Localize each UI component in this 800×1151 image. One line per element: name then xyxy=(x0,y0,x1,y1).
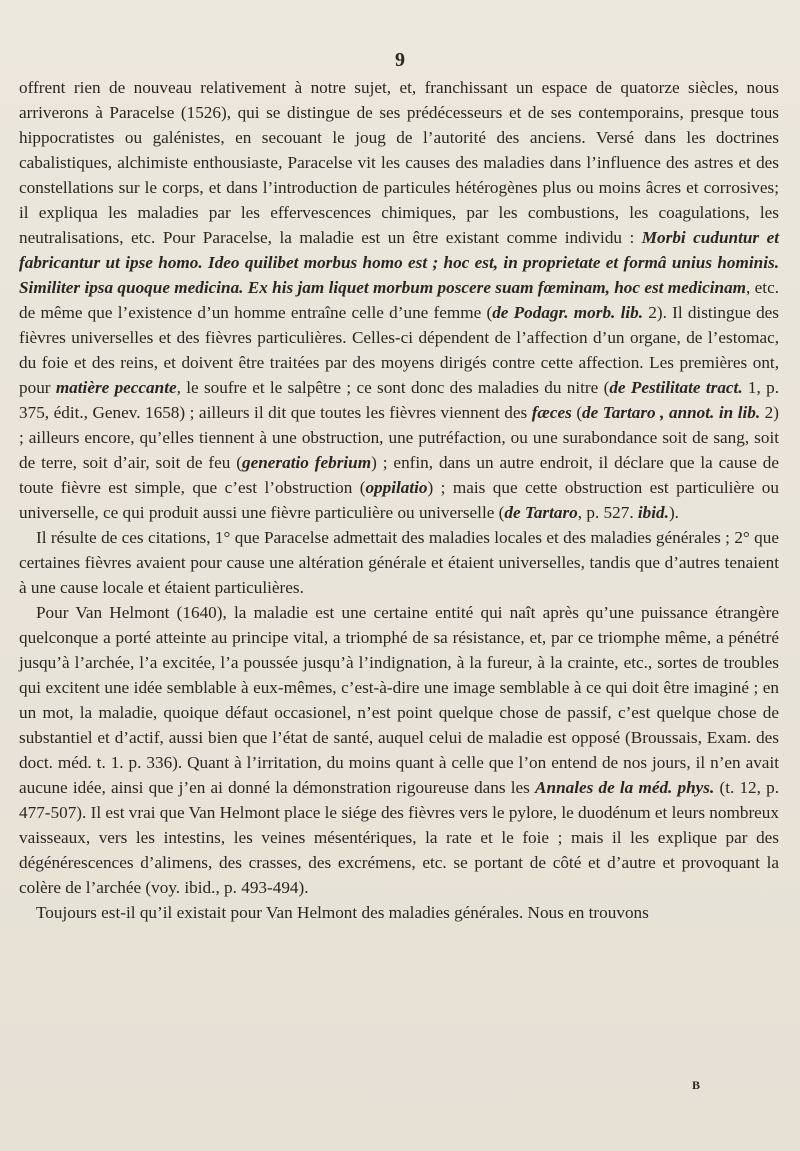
italic-citation: matière peccante xyxy=(55,378,177,397)
italic-citation: ibid. xyxy=(637,503,669,522)
italic-citation: Morbi cuduntur et fabricantur ut ipse homo. Ideo quilibet morbus homo est ; hoc est, in proprietate et formâ unius hominis. Similiter ipsa quoque medicina. Ex his jam liquet morbum poscere suam fœminam, hoc est medicinam xyxy=(19,228,779,297)
text-run: (t. 12, p. 477-507). Il est vrai que Van Helmont place le siége des fièvres vers le pylore, le duodénum et leurs nombreux vaisseaux, vers les intestins, les veines mésentériques, la rate et le foie ; mais il les explique par des dégénérescences d’alimens, des crasses, des excrémens, etc. se portant de côté et d’autre et provoquant la colère de l’archée (voy. ibid., p. 493-494). xyxy=(19,778,780,897)
italic-citation: Annales de la méd. phys. xyxy=(535,778,715,797)
italic-citation: fæces xyxy=(531,403,572,422)
text-run: , le soufre et le salpêtre ; ce sont donc des maladies du nitre ( xyxy=(176,378,610,397)
paragraph-van-helmont xyxy=(19,600,779,900)
text-run: 1, p. 375, édit., Genev. 1658) ; ailleurs il dit que toutes les fièvres viennent des xyxy=(19,378,780,422)
text-run: 2) ; ailleurs encore, qu’elles tiennent à une obstruction, une putréfaction, ou une surabondance soit de sang, soit de terre, soit d’air, soit de feu ( xyxy=(19,403,779,472)
italic-citation: de Pestilitate tract. xyxy=(609,378,743,397)
italic-citation: de Tartaro , annot. in lib. xyxy=(582,403,761,422)
text-run: Toujours est-il qu’il existait pour Van Helmont des maladies générales. Nous en trouvons xyxy=(36,903,649,922)
printer-signature-mark: B xyxy=(691,1078,700,1092)
text-run: Pour Van Helmont (1640), la maladie est une certaine entité qui naît après qu’une puissance étrangère quelconque a porté atteinte au principe vital, a triomphé de sa résistance, et, par ce triomphe même, a pénétré jusqu’à l’archée, l’a excitée, l’a poussée jusqu’à l’indignation, à la fureur, à la crainte, etc., sortes de troubles qui excitent une idée semblable à eux-mêmes, c’est-à-dire une image semblable à ce qui doit être imaginé ; en un mot, la maladie, quoique défaut occasionel, n’est point quelque chose de passif, c’est quelque chose de substantiel et d’actif, aussi bien que l’état de santé, auquel celui de maladie est opposé (Broussais, Exam. des doct. méd. t. 1. p. 336). Quant à l’irritation, du moins quant à celle que l’on entend de nos jours, il n’en avait aucune idée, ainsi que j’en ai donné la démonstration rigoureuse dans les xyxy=(19,603,779,797)
text-run: Il résulte de ces citations, 1° que Paracelse admettait des maladies locales et des maladies générales ; 2° que certaines fièvres avaient pour cause une altération générale et étaient universelles, tandis que d’autres tenaient à une cause locale et étaient particulières. xyxy=(19,528,779,597)
paragraph-general-diseases xyxy=(19,900,779,925)
text-run: , p. 527. xyxy=(577,503,638,522)
text-run: 2). Il distingue des fièvres universelles et des fièvres particulières. Celles-ci dépendent de l’affection d’un organe, de l’estomac, du foie et des reins, et doivent être traitées par des moyens dirigés contre cette affection. Les premières ont, pour xyxy=(19,303,779,397)
italic-citation: de Tartaro xyxy=(504,503,578,522)
text-run: ). xyxy=(668,503,679,522)
text-run: ) ; enfin, dans un autre endroit, il déclare que la cause de toute fièvre est simple, que c’est l’obstruction ( xyxy=(19,453,779,497)
italic-citation: de Podagr. morb. lib. xyxy=(492,303,644,322)
text-run: ( xyxy=(571,403,583,422)
paragraph-paracelse xyxy=(19,75,779,525)
text-run: offrent rien de nouveau relativement à notre sujet, et, franchissant un espace de quatorze siècles, nous arriverons à Paracelse (1526), qui se distingue de ses prédécesseurs et de ses contemporains, presque tous hippocratistes ou galénistes, en secouant le joug de l’autorité des anciens. Versé dans les doctrines cabalistiques, alchimiste enthousiaste, Paracelse vit les causes des maladies dans l’influence des astres et des constellations sur le corps, et dans l’introduction de particules hétérogènes plus ou moins âcres et corrosives; il expliqua les maladies par les effervescences chimiques, par les combustions, les coagulations, les neutralisations, etc. Pour Paracelse, la maladie est un être existant comme individu : xyxy=(19,78,779,247)
italic-citation: oppilatio xyxy=(365,478,428,497)
text-run: , etc. de même que l’existence d’un homme entraîne celle d’une femme ( xyxy=(19,278,779,322)
paragraph-citations-summary xyxy=(19,525,779,600)
text-run: ) ; mais que cette obstruction est particulière ou universelle, ce qui produit aussi une fièvre particulière ou universelle ( xyxy=(19,478,779,522)
page-number: 9 xyxy=(395,49,405,71)
italic-citation: generatio febrium xyxy=(242,453,372,472)
body-text xyxy=(19,75,779,925)
